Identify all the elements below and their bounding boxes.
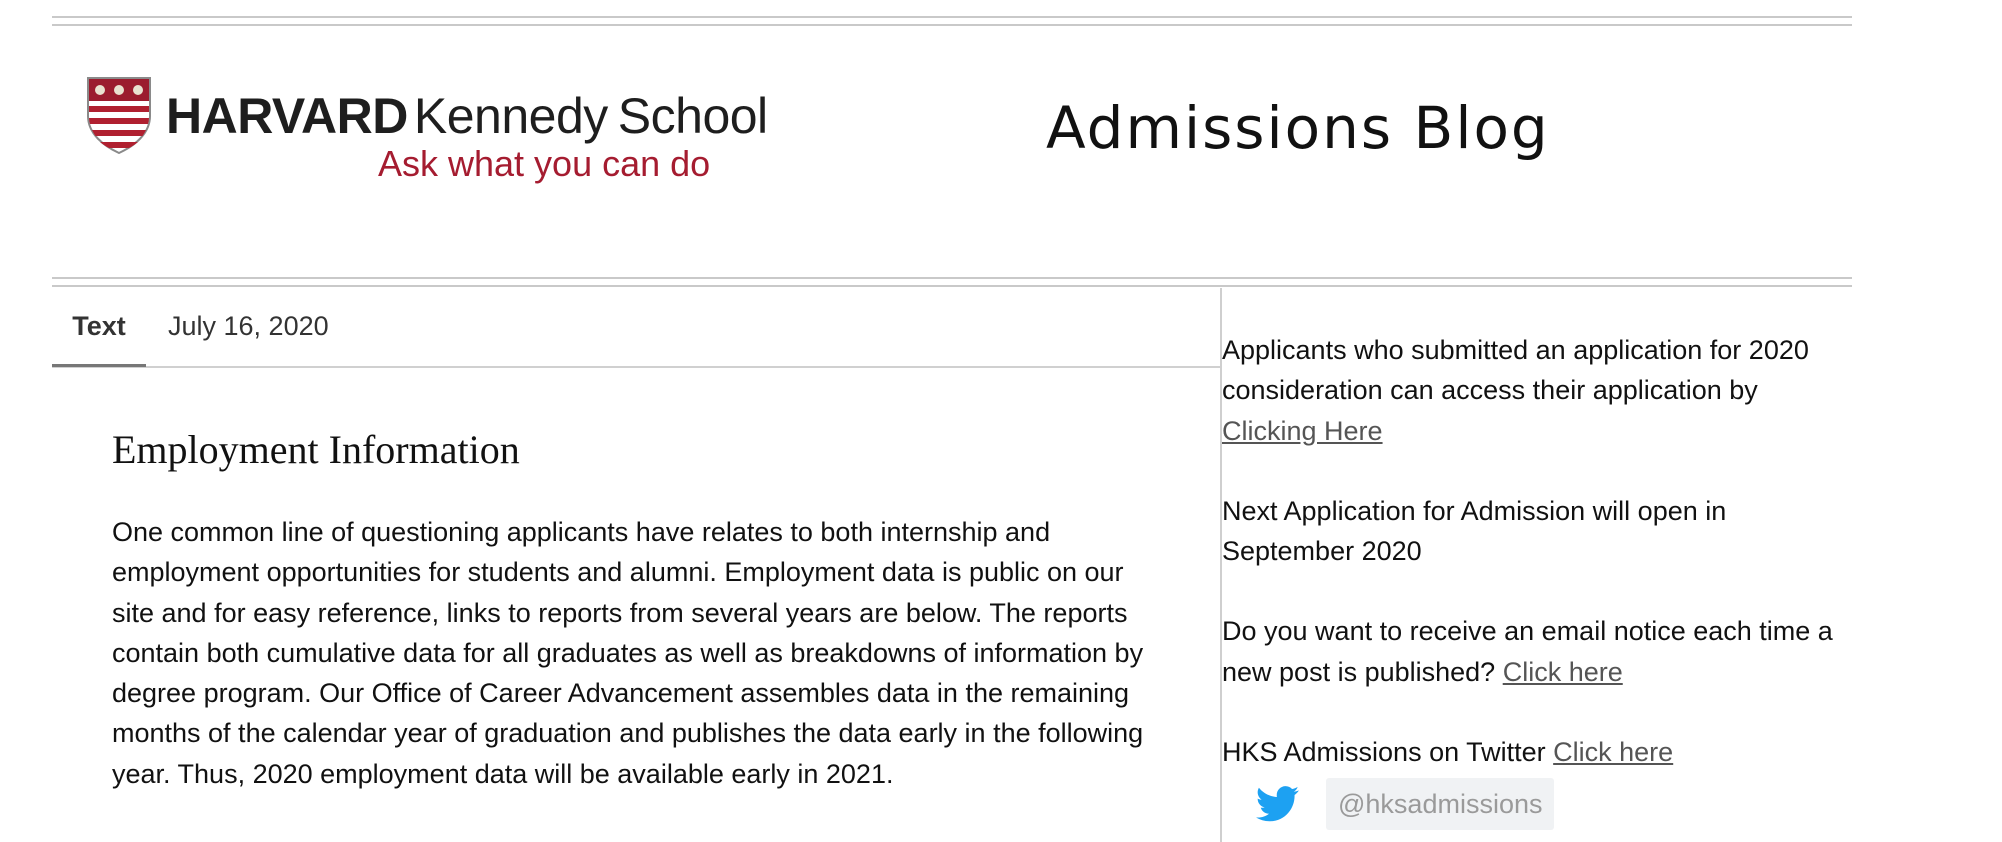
twitter-bird-icon <box>1256 786 1300 822</box>
blog-title: Admissions Blog <box>1046 94 1550 162</box>
header-divider-secondary <box>52 285 1852 287</box>
application-access-link[interactable]: Clicking Here <box>1222 415 1383 446</box>
logo-school: School <box>617 88 768 144</box>
tab-text[interactable]: Text <box>52 288 146 367</box>
logo-wordmark <box>166 86 768 146</box>
hks-logo[interactable] <box>86 76 768 186</box>
application-access-block <box>1222 330 1862 451</box>
logo-kennedy: Kennedy <box>413 88 608 144</box>
post-tabs <box>52 288 1220 368</box>
top-divider-secondary <box>52 24 1852 26</box>
application-access-text: Applicants who submitted an application for 2020 consideration can access their application by <box>1222 335 1809 406</box>
logo-harvard: HARVARD <box>166 88 408 144</box>
article-title: Employment Information <box>112 427 520 472</box>
logo-tagline: Ask what you can do <box>378 143 711 184</box>
twitter-block <box>1222 732 1862 772</box>
twitter-link[interactable]: Click here <box>1553 737 1674 768</box>
top-divider <box>52 16 1852 18</box>
email-notice-text: Do you want to receive an email notice each time a new post is published? <box>1222 616 1833 687</box>
article-body: One common line of questioning applicants have relates to both internship and employment opportunities for students and alumni. Employment data is public on our site and for easy reference, links to reports from several years are below. The reports contain both cumulative data for all graduates as well as breakdowns of information by degree program. Our Office of Career Advancement assembles data in the remaining months of the calendar year of graduation and publishes the data early in the following year. Thus, 2020 employment data will be available early in 2021. <box>112 517 1144 789</box>
sidebar <box>1222 330 1862 812</box>
twitter-handle[interactable]: @hksadmissions <box>1326 778 1554 830</box>
email-notice-block <box>1222 611 1862 692</box>
header-divider <box>52 277 1852 279</box>
email-notice-link[interactable]: Click here <box>1502 656 1623 687</box>
twitter-text: HKS Admissions on Twitter <box>1222 737 1546 768</box>
post-date: July 16, 2020 <box>168 311 329 341</box>
harvard-shield-icon <box>86 76 152 154</box>
next-application-text: Next Application for Admission will open in September 2020 <box>1222 495 1727 567</box>
